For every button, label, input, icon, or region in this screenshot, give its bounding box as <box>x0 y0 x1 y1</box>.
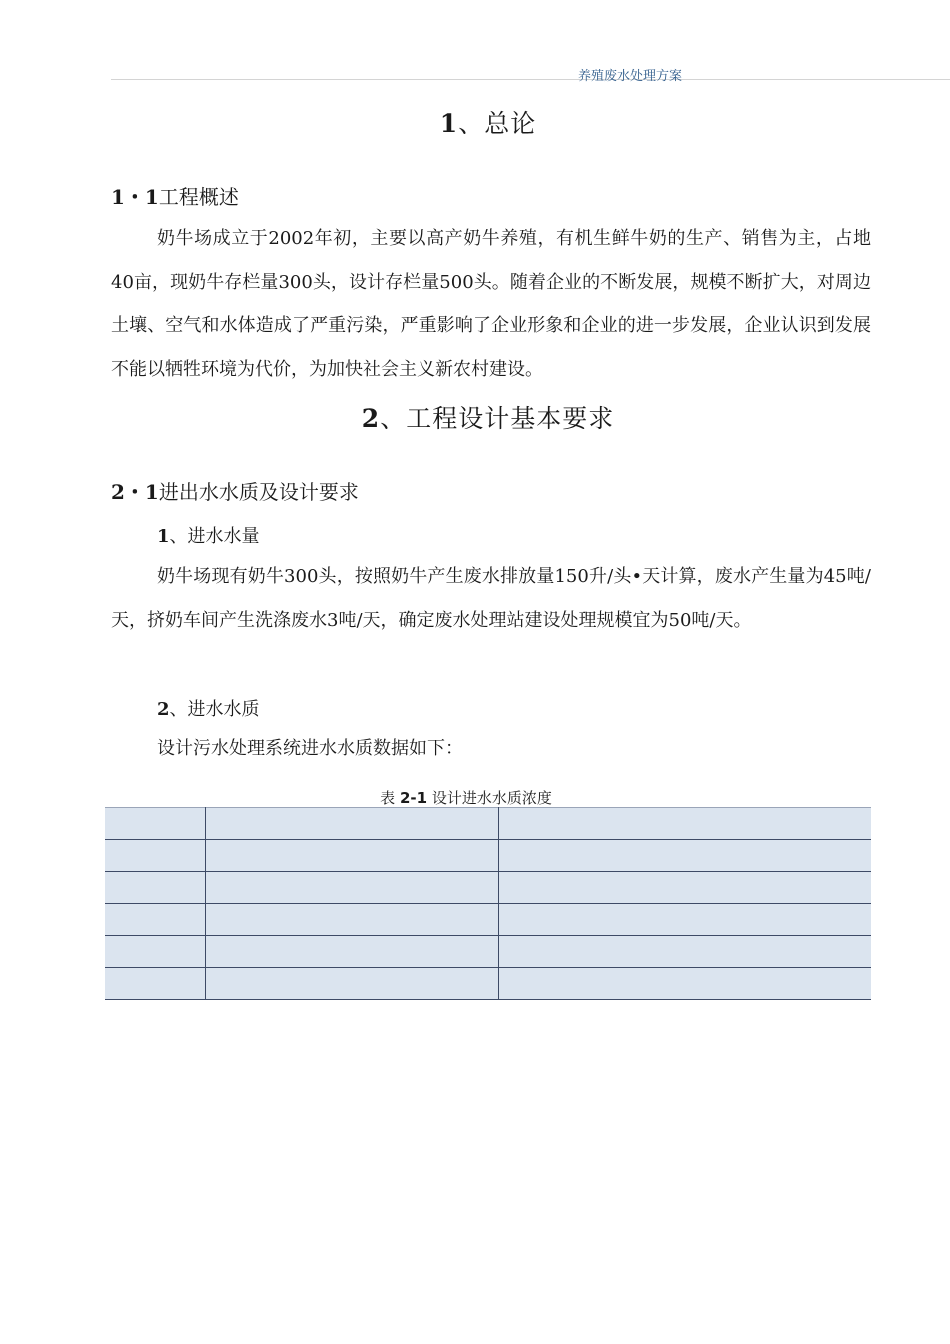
table-cell <box>205 904 498 936</box>
table-cell <box>205 968 498 1000</box>
table-cell <box>105 968 205 1000</box>
item-2-title: 、进水水质 <box>169 699 260 720</box>
table-row <box>105 968 871 1000</box>
table-cell <box>205 872 498 904</box>
inflow-volume-paragraph: 奶牛场现有奶牛300头，按照奶牛产生废水排放量150升/头•天计算，废水产生量为45吨/天，挤奶车间产生洗涤废水3吨/天，确定废水处理站建设处理规模宜为50吨/天。 <box>111 566 871 631</box>
header-rule <box>111 79 950 80</box>
item-2-heading <box>157 695 260 721</box>
table-row <box>105 840 871 872</box>
table-cell <box>205 840 498 872</box>
table-cell <box>498 808 871 840</box>
table-cell <box>205 808 498 840</box>
table-cell <box>105 904 205 936</box>
section-2-number: 2 <box>361 404 381 433</box>
item-1-number: 1 <box>157 526 170 547</box>
table-cell <box>498 904 871 936</box>
table-row <box>105 872 871 904</box>
table-cell <box>498 968 871 1000</box>
table-cell <box>105 872 205 904</box>
section-2-heading <box>0 399 950 435</box>
section-2-1-number: 2・1 <box>111 480 159 504</box>
section-1-1-number: 1・1 <box>111 185 159 209</box>
table-cell <box>498 936 871 968</box>
section-2-1-heading <box>111 476 359 505</box>
section-2-1-title: 进出水水质及设计要求 <box>158 480 359 504</box>
table-cell <box>205 936 498 968</box>
item-2-number: 2 <box>157 699 170 720</box>
table-cell <box>498 872 871 904</box>
running-header: 养殖废水处理方案 <box>578 69 683 84</box>
table-caption-number: 2-1 <box>399 789 428 807</box>
overview-paragraph: 奶牛场成立于2002年初，主要以高产奶牛养殖，有机生鲜牛奶的生产、销售为主，占地40亩，现奶牛存栏量300头，设计存栏量500头。随着企业的不断发展，规模不断扩大，对周边土壤、空气和水体造成了严重污染，严重影响了企业形象和企业的进一步发展，企业认识到发展不能以牺牲环境为代价，为加快社会主义新农村建设。 <box>111 228 871 380</box>
table-cell <box>498 840 871 872</box>
section-1-heading <box>0 104 950 140</box>
item-1-title: 、进水水量 <box>169 526 260 547</box>
table-row <box>105 936 871 968</box>
section-1-number: 1 <box>439 109 459 138</box>
table-caption-text: 设计进水水质浓度 <box>431 789 552 807</box>
item-1-heading <box>157 522 260 548</box>
table-caption-prefix: 表 <box>380 789 396 807</box>
table-row <box>105 904 871 936</box>
water-quality-table <box>105 807 871 1000</box>
section-1-1-heading <box>111 181 239 210</box>
section-2-title: 、工程设计基本要求 <box>380 404 615 433</box>
table-cell <box>105 840 205 872</box>
table-cell <box>105 936 205 968</box>
table-cell <box>105 808 205 840</box>
inflow-quality-intro: 设计污水处理系统进水水质数据如下： <box>157 738 463 759</box>
section-1-1-title: 工程概述 <box>158 185 239 209</box>
section-1-title: 、总论 <box>458 109 537 138</box>
table-row <box>105 808 871 840</box>
table-caption <box>0 787 932 808</box>
